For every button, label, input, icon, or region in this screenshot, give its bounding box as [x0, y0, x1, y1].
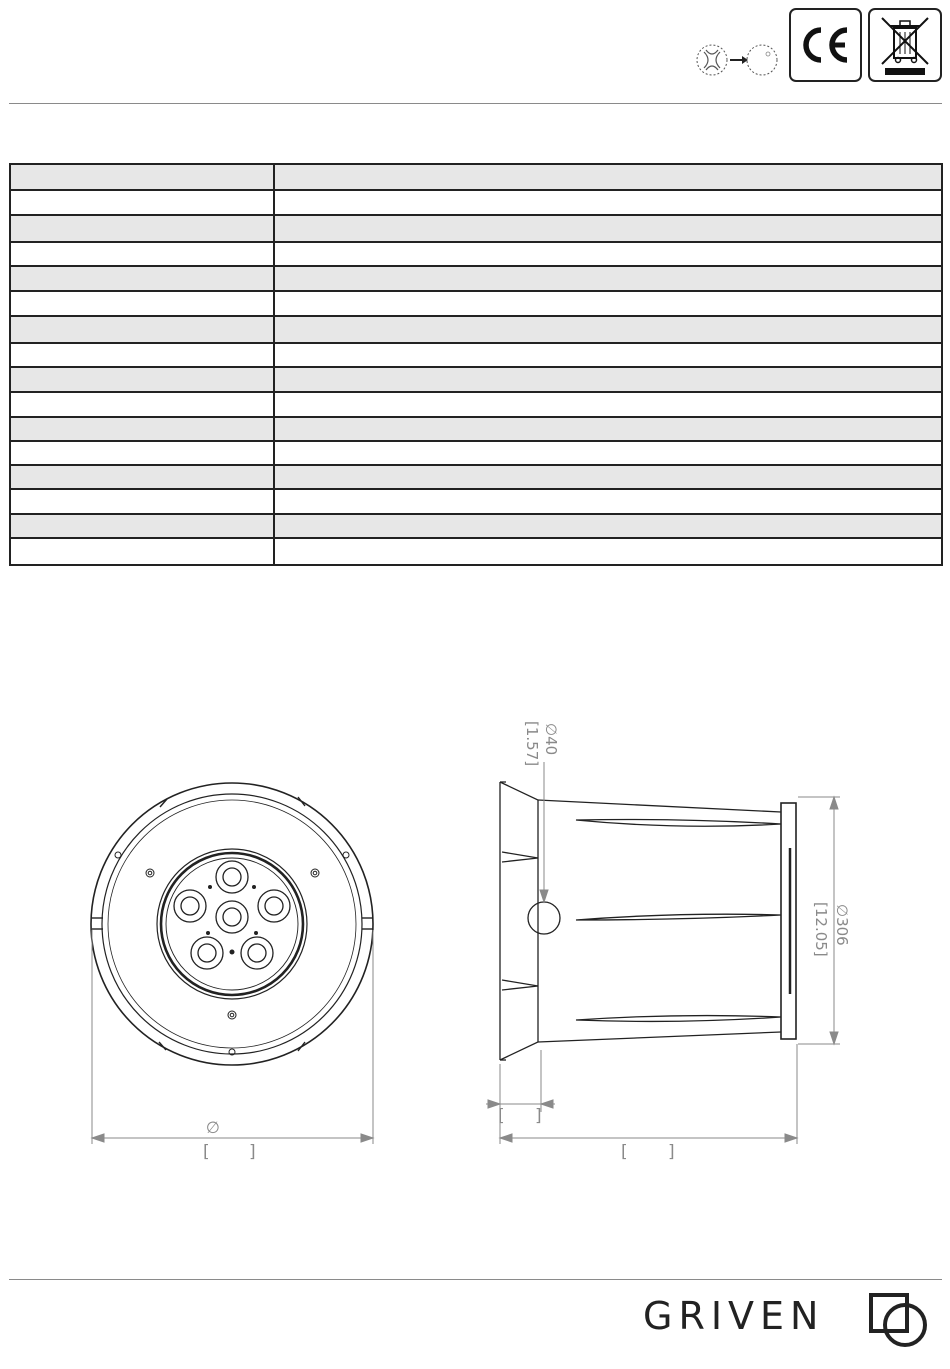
- spec-label: [11, 344, 275, 366]
- side-small-bracket-open: [: [498, 1106, 505, 1126]
- spec-row: [11, 366, 941, 391]
- spec-label: [11, 292, 275, 315]
- technical-drawing: [0, 700, 950, 1170]
- spec-value: [275, 191, 941, 214]
- header-divider: [9, 103, 942, 104]
- spec-row: [11, 440, 941, 464]
- brand-name: GRIVEN: [643, 1294, 825, 1338]
- spec-label: [11, 243, 275, 265]
- spec-row: [11, 537, 941, 564]
- spec-row: [11, 189, 941, 214]
- spec-row: [11, 290, 941, 315]
- spec-value: [275, 292, 941, 315]
- spec-row: [11, 214, 941, 241]
- spec-value: [275, 442, 941, 464]
- brand-logo-icon: [868, 1292, 928, 1348]
- footer-divider: [9, 1279, 942, 1280]
- spec-row: [11, 513, 941, 537]
- spec-value: [275, 267, 941, 290]
- side-bracket-close: ]: [668, 1142, 675, 1162]
- spec-label: [11, 539, 275, 564]
- spec-label: [11, 418, 275, 440]
- spec-label: [11, 317, 275, 342]
- hole-dimension-mm: ∅40: [542, 723, 560, 756]
- spec-label: [11, 267, 275, 290]
- spec-table: [9, 163, 943, 566]
- front-view-dimension: [92, 930, 373, 1144]
- side-small-bracket-close: ]: [535, 1106, 542, 1126]
- ce-mark-icon: [789, 8, 862, 82]
- spec-value: [275, 165, 941, 189]
- spec-row: [11, 241, 941, 265]
- hole-dimension-in: [1.57]: [523, 721, 541, 767]
- weee-bin-icon: [868, 8, 942, 82]
- spec-row: [11, 165, 941, 189]
- spec-row: [11, 265, 941, 290]
- spec-value: [275, 216, 941, 241]
- spec-row: [11, 416, 941, 440]
- spec-label: [11, 191, 275, 214]
- spec-value: [275, 368, 941, 391]
- spec-value: [275, 490, 941, 513]
- spec-value: [275, 418, 941, 440]
- spec-label: [11, 393, 275, 416]
- front-bracket-open: [: [203, 1142, 210, 1162]
- front-diameter-symbol: ∅: [206, 1118, 220, 1137]
- spec-row: [11, 342, 941, 366]
- spec-label: [11, 216, 275, 241]
- lamp-replaceable-icon: [694, 40, 780, 80]
- spec-value: [275, 243, 941, 265]
- flange-dimension-mm: ∅306: [833, 904, 851, 946]
- spec-row: [11, 464, 941, 488]
- flange-dimension-in: [12.05]: [812, 902, 830, 957]
- spec-value: [275, 515, 941, 537]
- spec-value: [275, 539, 941, 564]
- spec-value: [275, 344, 941, 366]
- spec-row: [11, 488, 941, 513]
- spec-label: [11, 368, 275, 391]
- spec-row: [11, 391, 941, 416]
- front-view: [91, 783, 373, 1065]
- spec-value: [275, 317, 941, 342]
- spec-label: [11, 442, 275, 464]
- spec-label: [11, 515, 275, 537]
- spec-value: [275, 466, 941, 488]
- spec-row: [11, 315, 941, 342]
- side-bracket-open: [: [621, 1142, 628, 1162]
- spec-value: [275, 393, 941, 416]
- front-bracket-close: ]: [249, 1142, 256, 1162]
- spec-label: [11, 490, 275, 513]
- spec-label: [11, 466, 275, 488]
- spec-label: [11, 165, 275, 189]
